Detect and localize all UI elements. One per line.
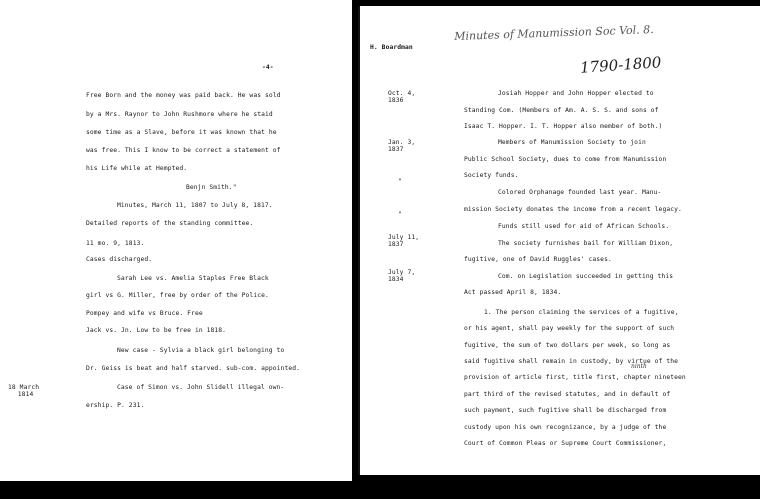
entry-date: July 7, 1834 (388, 269, 416, 283)
ditto-mark: " (398, 178, 402, 185)
text-line: New case - Sylvia a black girl belonging to (117, 347, 285, 354)
text-line: Standing Com. (Members of Am. A. S. S. and sons of (464, 107, 659, 114)
text-line: Com. on Legislation succeeded in getting this (498, 273, 674, 280)
text-line: custody upon his own recognizance, by a judge of the (464, 424, 667, 431)
handwritten-years: 1790-1800 (579, 53, 662, 77)
handwritten-title: Minutes of Manumission Soc Vol. 8. (454, 23, 654, 43)
left-page (0, 0, 352, 481)
margin-date: 18 March 1814 (8, 384, 40, 398)
entry-date: Jan. 3, 1837 (388, 139, 416, 153)
text-line: Free Born and the money was paid back. He was sold (86, 92, 281, 99)
ditto-mark: " (398, 211, 402, 218)
text-line: 11 mo. 9, 1813. (86, 240, 145, 247)
text-line: Case of Simon vs. John Slidell illegal own- (117, 384, 285, 391)
text-line: fugitive, the sum of two dollars per week, so long as (464, 342, 671, 349)
text-line: Detailed reports of the standing committee. (86, 220, 254, 227)
text-line: Isaac T. Hopper. I. T. Hopper also member of both.) (464, 123, 663, 130)
text-line: Dr. Geiss is beat and half starved. sub-com. appointed. (86, 365, 301, 372)
text-line: 1. The person claiming the services of a fugitive, (484, 309, 679, 316)
text-line: or his agent, shall pay weekly for the support of such (464, 325, 675, 332)
text-line: by a Mrs. Raynor to John Rushmore where he staid (86, 111, 273, 118)
text-line: Minutes, March 11, 1807 to July 8, 1817. (117, 202, 273, 209)
text-line: Members of Manumission Society to join (498, 139, 646, 146)
text-line: Act passed April 8, 1834. (464, 289, 562, 296)
text-line: Jack vs. Jn. Low to be free in 1818. (86, 327, 227, 334)
text-line: Cases discharged. (86, 256, 153, 263)
text-line: provision of article first, title first, chapter nineteen (464, 374, 686, 381)
text-line: mission Society donates the income from a recent legacy. (464, 206, 682, 213)
text-line: Sarah Lee vs. Amelia Staples Free Black (117, 275, 269, 282)
text-line: such payment, such fugitive shall be discharged from (464, 407, 667, 414)
text-line: Society funds. (464, 172, 519, 179)
header-name: H. Boardman (370, 44, 413, 51)
text-line: some time as a Slave, before it was known that he (86, 129, 277, 136)
text-line: was free. This I know to be correct a statement of (86, 147, 281, 154)
text-line: Court of Common Pleas or Supreme Court Commissioner, (464, 440, 667, 447)
text-line: his Life while at Hempted. (86, 165, 188, 172)
text-line: ership. P. 231. (86, 402, 145, 409)
page-edge (358, 6, 360, 475)
text-line: The society furnishes bail for William Dixon, (498, 240, 674, 247)
handwritten-correction: ninth (631, 363, 647, 370)
text-line: Funds still used for aid of African Schools. (498, 223, 670, 230)
signature-line: Benjn Smith." (186, 184, 237, 191)
page-number: -4- (262, 64, 274, 71)
text-line: Public School Society, dues to come from Manumission (464, 156, 667, 163)
entry-date: July 11, 1837 (388, 234, 420, 248)
entry-date: Oct. 4, 1836 (388, 90, 416, 104)
text-line: Colored Orphanage founded last year. Manu- (498, 189, 662, 196)
text-line: said fugitive shall remain in custody, by virtue of the (464, 358, 679, 365)
text-line: part third of the revised statutes, and in default of (464, 391, 671, 398)
text-line: Pompey and wife vs Bruce. Free (86, 310, 203, 317)
text-line: fugitive, one of David Ruggles' cases. (464, 256, 612, 263)
right-page (358, 6, 760, 475)
text-line: Josiah Hopper and John Hopper elected to (498, 90, 654, 97)
text-line: girl vs G. Miller, free by order of the Police. (86, 292, 269, 299)
